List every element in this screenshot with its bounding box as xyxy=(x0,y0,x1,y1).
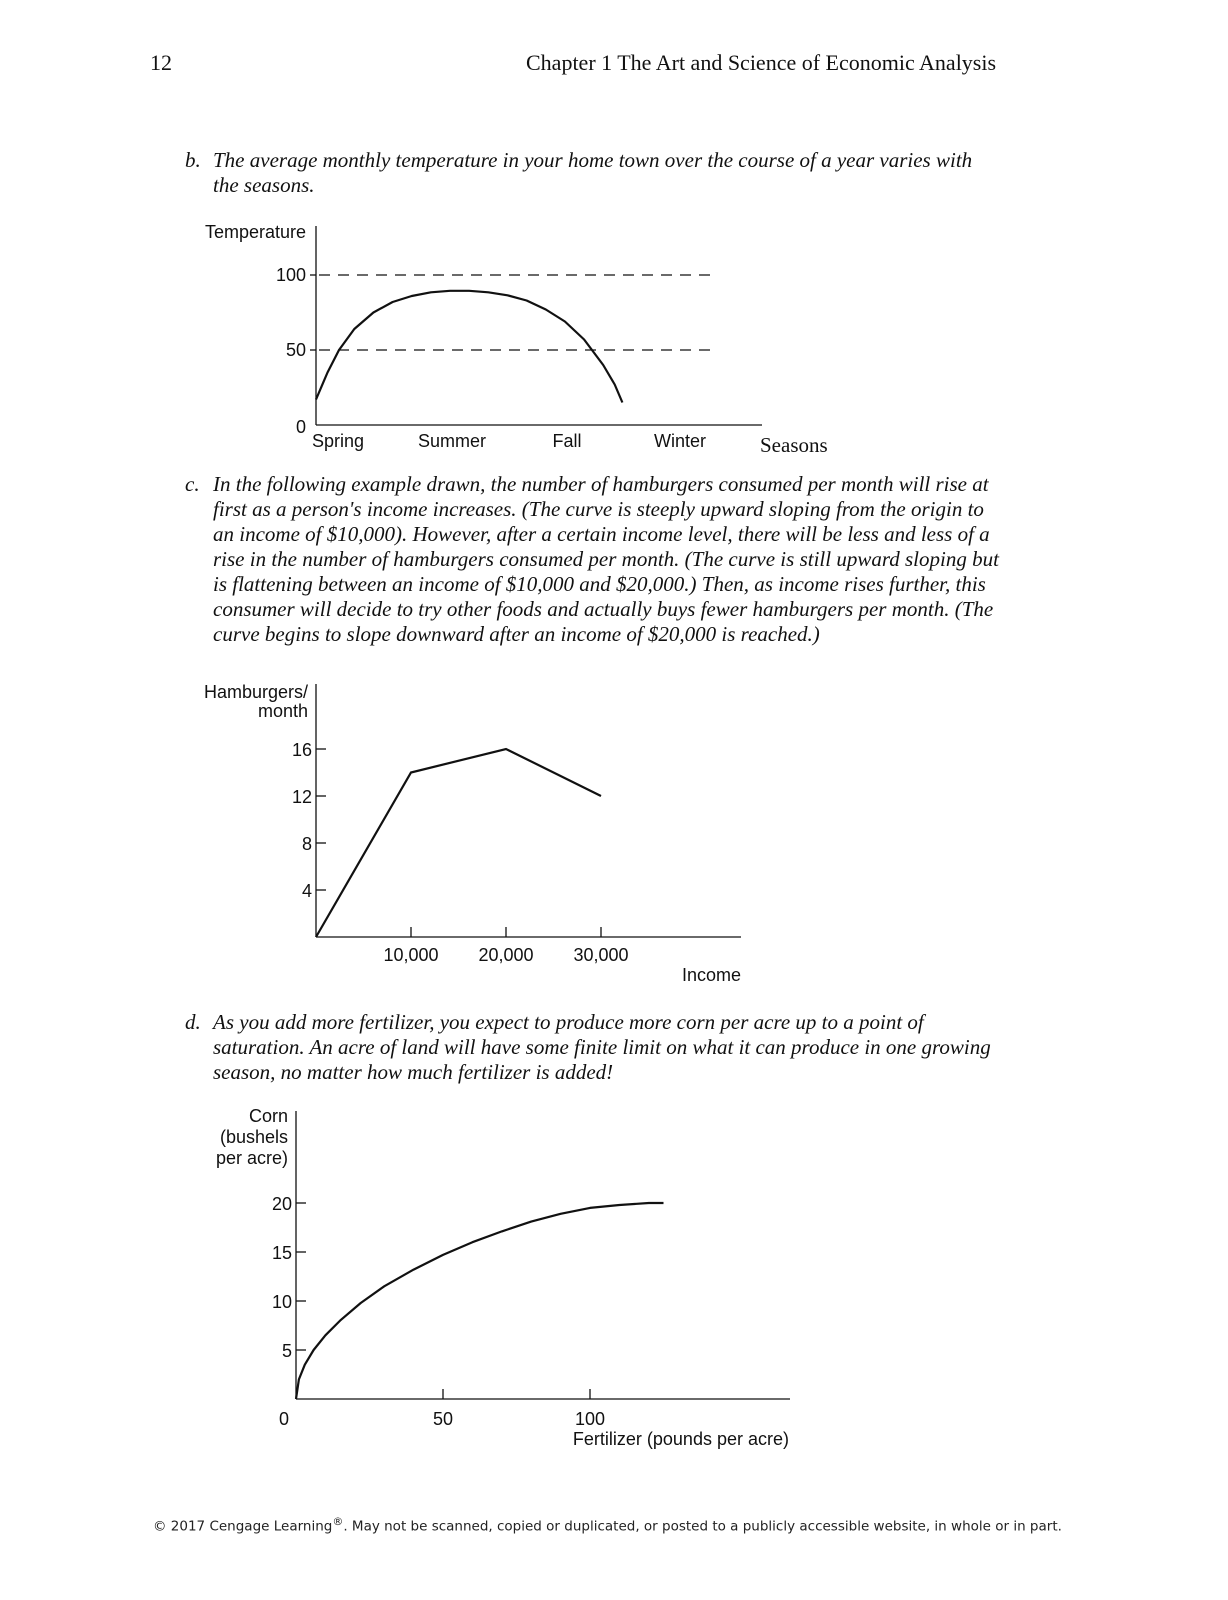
y-tick-label: 100 xyxy=(275,265,306,285)
y-axis-label xyxy=(216,1148,288,1168)
y-tick-label: 10 xyxy=(271,1292,292,1312)
item-c-text xyxy=(185,472,999,647)
text-line: first as a person's income increases. (The curve is steeply upward sloping from the origin to xyxy=(213,497,984,521)
y-axis-label xyxy=(220,1127,288,1147)
text-line: season, no matter how much fertilizer is added! xyxy=(213,1060,614,1084)
text-line: The average monthly temperature in your home town over the course of a year varies with xyxy=(213,148,973,172)
x-tick-label: 50 xyxy=(432,1409,454,1429)
y-axis-label-line: Hamburgers/ xyxy=(203,682,308,702)
text-line: the seasons. xyxy=(213,173,315,197)
y-tick-label: 15 xyxy=(271,1243,292,1263)
y-tick-label: 20 xyxy=(271,1194,292,1214)
page-number: 12 xyxy=(150,50,172,75)
copyright-footer xyxy=(153,1515,1062,1535)
y-axis-label xyxy=(258,701,308,721)
x-category-label: Summer xyxy=(417,431,487,451)
y-axis-label-line: (bushels xyxy=(219,1127,288,1147)
item-letter: b. xyxy=(185,148,201,172)
x-tick-label: 30,000 xyxy=(573,945,629,965)
y-tick-label: 0 xyxy=(278,1409,290,1429)
y-tick-label: 16 xyxy=(291,740,312,760)
item-letter: c. xyxy=(185,472,200,496)
x-tick-label: 10,000 xyxy=(383,945,439,965)
x-tick-label: 20,000 xyxy=(478,945,534,965)
y-tick-label: 50 xyxy=(285,340,306,360)
hamburgers-curve xyxy=(316,749,601,937)
text-line: consumer will decide to try other foods and actually buys fewer hamburgers per month. (The xyxy=(213,597,994,621)
corn-curve xyxy=(296,1203,664,1399)
registered-mark: ® xyxy=(332,1515,344,1528)
text-line: is flattening between an income of $10,000 and $20,000.) Then, as income rises further, this xyxy=(213,572,986,596)
y-tick-label: 8 xyxy=(301,834,312,854)
y-axis-label-line: month xyxy=(257,701,308,721)
text-line: saturation. An acre of land will have some finite limit on what it can produce in one growing xyxy=(213,1035,991,1059)
x-category-label: Winter xyxy=(653,431,707,451)
copyright-notice: . May not be scanned, copied or duplicated, or posted to a publicly accessible website, in whole or in part. xyxy=(343,1518,1062,1535)
x-category-label: Fall xyxy=(552,431,582,451)
y-axis-label: Temperature xyxy=(204,222,306,242)
y-tick-label: 4 xyxy=(301,881,312,901)
copyright-text: © 2017 Cengage Learning xyxy=(153,1518,333,1535)
running-head: Chapter 1 The Art and Science of Economic Analysis xyxy=(526,50,997,75)
text-line: curve begins to slope downward after an income of $20,000 is reached.) xyxy=(213,622,820,646)
text-line: As you add more fertilizer, you expect to produce more corn per acre up to a point of xyxy=(213,1010,924,1034)
y-axis-label xyxy=(204,682,308,702)
x-axis-label: Seasons xyxy=(760,433,828,457)
y-axis-label-line: Corn xyxy=(248,1106,288,1126)
x-axis-label: Income xyxy=(681,965,741,985)
text-line: rise in the number of hamburgers consumed per month. (The curve is still upward sloping but xyxy=(213,547,999,571)
temperature-curve xyxy=(316,291,622,403)
item-b-text xyxy=(185,148,972,198)
x-tick-label: 100 xyxy=(574,1409,606,1429)
text-line: an income of $10,000). However, after a certain income level, there will be less and less of a xyxy=(213,522,990,546)
item-letter: d. xyxy=(185,1010,201,1034)
text-line: In the following example drawn, the number of hamburgers consumed per month will rise at xyxy=(213,472,989,496)
item-d-text xyxy=(185,1010,991,1085)
y-tick-label: 0 xyxy=(295,417,306,437)
x-axis-label: Fertilizer (pounds per acre) xyxy=(572,1429,789,1449)
y-tick-label: 5 xyxy=(281,1341,292,1361)
y-axis-label-line: per acre) xyxy=(215,1148,288,1168)
x-category-label: Spring xyxy=(312,431,365,451)
y-axis-label xyxy=(249,1106,288,1126)
y-tick-label: 12 xyxy=(291,787,312,807)
